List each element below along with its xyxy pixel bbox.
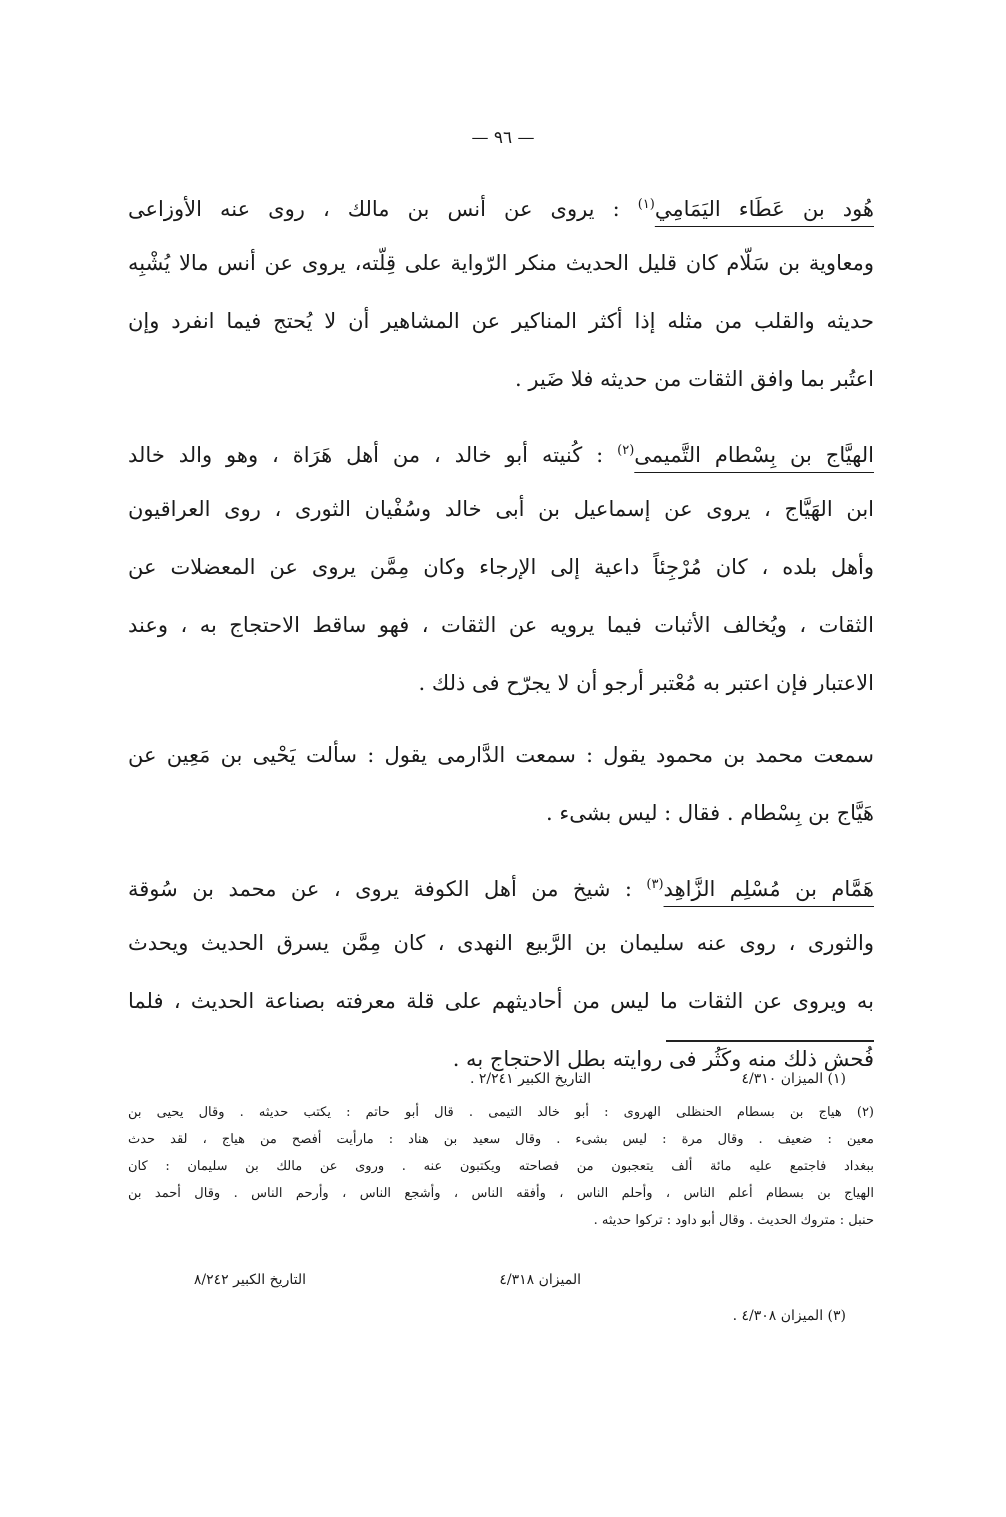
text-line: اعتُبر بما وافق الثقات من حديثه فلا ضَير . (515, 367, 874, 391)
footnote-2-ref-tarikh-row (194, 1272, 306, 1288)
footnote-line: ببغداد فاجتمع عليه مائة ألف يتعجبون من فصاحته ويكتبون عنه . وروى عن مالك بن سليمان : كان (128, 1159, 874, 1174)
text-line: والثورى ، روى عنه سليمان بن الرَّبيع النهدى ، كان مِمَّن يسرق الحديث ويحدث (128, 931, 874, 955)
footnote-3-text: (٣) الميزان ٤/٣٠٨ . (732, 1308, 846, 1324)
footnote-mark: (٣) (646, 877, 664, 892)
text-line: به ويروى عن الثقات ما ليس من أحاديثهم على قلة معرفته بصناعة الحديث ، فلما (128, 989, 874, 1013)
footnote-2-ref-mizan: الميزان ٤/٣١٨ (499, 1272, 581, 1288)
text-line (128, 856, 874, 914)
text-line: ابن الهَيَّاج ، يروى عن إسماعيل بن أبى خالد وسُفْيان الثورى ، روى العراقيون (128, 497, 874, 521)
footnote-mark: (٢) (617, 443, 635, 458)
footnote-line: حنبل : متروك الحديث . وقال أبو داود : تركوا حديثه . (593, 1213, 874, 1228)
entry-hud-ibn-ata (128, 176, 874, 408)
footnote-2-ref-mizan-row (499, 1272, 581, 1288)
text-line: الاعتبار فإن اعتبر به مُعْتبر أرجو أن لا يجرّح فى ذلك . (418, 671, 874, 695)
text-line: وأهل بلده ، كان مُرْجِئاً داعية إلى الإرجاء وكان مِمَّن يروى عن المعضلات عن (128, 555, 874, 579)
entry-heading: الهيَّاج بن بِسْطام التَّميمى (634, 443, 874, 467)
text-line: حديثه والقلب من مثله إذا أكثر المناكير عن المشاهير أن لا يُحتج فيما انفرد وإن (128, 309, 874, 333)
main-text (128, 176, 874, 1088)
footnote-line: معين : ضعيف . وقال مرة : ليس بشىء . وقال سعيد بن هناد : مارأيت أفصح من هياج ، لقد حدث (128, 1132, 874, 1147)
footnote-1-secondary (470, 1071, 591, 1087)
footnote-2 (128, 1099, 874, 1234)
page-number: — ٩٦ — (471, 128, 535, 148)
entry-hayyaj-ibn-bistam (128, 422, 874, 712)
footnote-1 (741, 1071, 846, 1087)
text-line: سمعت محمد بن محمود يقول : سمعت الدَّارمى يقول : سألت يَحْيى بن مَعِين عن (128, 743, 874, 767)
text-line: هَيَّاج بن بِسْطام . فقال : ليس بشىء . (545, 801, 874, 825)
line-text: : يروى عن أنس بن مالك ، روى عنه الأوزاعى (128, 197, 638, 221)
text-line: ومعاوية بن سَلّام كان قليل الحديث منكر الرّواية على قِلّته، يروى عن أنس مالا يُشْبِه (128, 251, 874, 275)
line-text: : شيخ من أهل الكوفة يروى ، عن محمد بن سُوقة (128, 877, 647, 901)
entry-heading: هُود بن عَطَاء اليَمَامِي (654, 197, 874, 221)
text-line: الثقات ، ويُخالف الأثبات فيما يرويه عن الثقات ، فهو ساقط الاحتجاج به ، وعند (128, 613, 874, 637)
entry-heading: هَمَّام بن مُسْلِم الزَّاهِد (663, 877, 874, 901)
text-line: فُحش ذلك منه وكَثُر فى روايته بطل الاحتجاج به . (452, 1047, 874, 1071)
footnote-1-ref-tarikh: التاريخ الكبير ٢/٢٤١ . (469, 1071, 591, 1087)
footnote-1-ref-mizan: (١) الميزان ٤/٣١٠ (741, 1071, 846, 1087)
footnote-mark: (١) (637, 197, 655, 212)
line-text: : كُنيته أبو خالد ، من أهل هَرَاة ، وهو والد خالد (128, 443, 618, 467)
text-line (128, 422, 874, 480)
footnote-line: الهياج بن بسطام أعلم الناس ، وأحلم الناس ، وأفقه الناس ، وأشجع الناس ، وأرحم الناس . وقال أحمد بن (128, 1186, 874, 1201)
text-line (128, 176, 874, 234)
footnote-2-ref-tarikh: التاريخ الكبير ٨/٢٤٢ (193, 1272, 306, 1288)
footnote-3 (733, 1308, 846, 1324)
entry-quotation (128, 726, 874, 842)
footnote-separator (666, 1040, 874, 1042)
footnote-line: (٢) هياج بن بسطام الحنظلى الهروى : أبو خالد التيمى . قال أبو حاتم : يكتب حديثه . وقال يحيى بن (128, 1105, 874, 1120)
entry-hammam-ibn-muslim (128, 856, 874, 1088)
